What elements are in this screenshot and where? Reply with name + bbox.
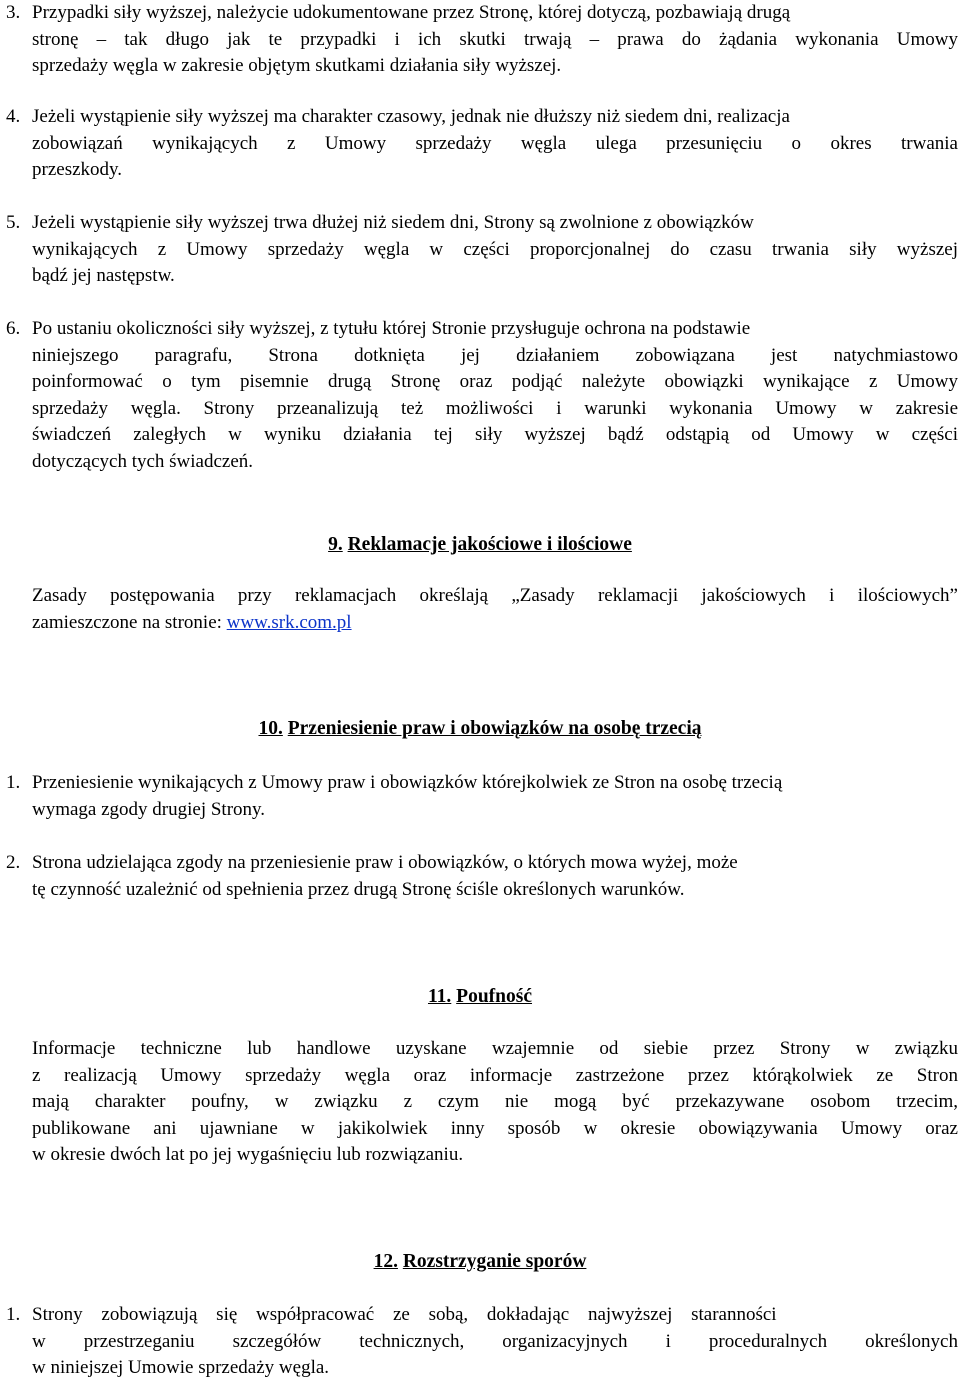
list-item: [6, 1302, 958, 1382]
paragraph-line: z realizacją Umowy sprzedaży węgla oraz informacje zastrzeżone przez którąkolwiek ze Stron: [32, 1064, 958, 1086]
item-text-line: Przypadki siły wyższej, należycie udokumentowane przez Stronę, której dotyczą, pozbawiają drugą: [32, 2, 791, 23]
section-heading: [0, 984, 960, 1010]
item-text-line: w przestrzeganiu szczegółów technicznych, organizacyjnych i proceduralnych określonych: [32, 1330, 958, 1352]
paragraph-line-with-link: [32, 610, 958, 637]
item-text-line: Strona udzielająca zgody na przeniesienie praw i obowiązków, o których mowa wyżej, może: [32, 852, 738, 873]
section-number: 9.: [328, 534, 343, 555]
list-item: [6, 850, 958, 903]
item-text-line: przeszkody.: [32, 159, 123, 180]
item-continuation: [32, 131, 958, 184]
item-text-line: Po ustaniu okoliczności siły wyższej, z tytułu której Stronie przysługuje ochrona na podstawie: [32, 318, 751, 339]
item-text-line: wynikających z Umowy sprzedaży węgla w części proporcjonalnej do czasu trwania siły wyższej: [32, 238, 958, 260]
item-number: 1.: [6, 1304, 21, 1325]
paragraph-line: Informacje techniczne lub handlowe uzyskane wzajemnie od siebie przez Strony w związku: [32, 1038, 958, 1059]
list-item: [6, 104, 958, 184]
website-link[interactable]: www.srk.com.pl: [226, 611, 352, 633]
item-continuation: [32, 27, 958, 80]
section-number: 10.: [258, 718, 283, 739]
paragraph-line: Zasady postępowania przy reklamacjach określają „Zasady reklamacji jakościowych i ilościowych”: [32, 585, 958, 606]
item-text-line: Jeżeli wystąpienie siły wyższej ma charakter czasowy, jednak nie dłuższy niż siedem dni, realizacja: [32, 106, 790, 127]
item-text-line: w niniejszej Umowie sprzedaży węgla.: [32, 1357, 330, 1378]
item-text-line: niniejszego paragrafu, Strona dotknięta jej działaniem zobowiązana jest natychmiastowo: [32, 344, 958, 366]
paragraph-line: mają charakter poufny, w związku z czym nie mogą być przekazywane osobom trzecim,: [32, 1091, 958, 1112]
item-continuation: [32, 237, 958, 290]
item-text-line: bądź jej następstw.: [32, 265, 175, 286]
item-text-line: Strony zobowiązują się współpracować ze sobą, dokładając najwyższej staranności: [32, 1304, 777, 1325]
section-number: 11.: [427, 986, 452, 1007]
item-text-line: Jeżeli wystąpienie siły wyższej trwa dłużej niż siedem dni, Strony są zwolnione z obowiązków: [32, 212, 754, 233]
paragraph-line: zamieszczone na stronie:: [32, 611, 227, 633]
item-text-line: wymaga zgody drugiej Strony.: [32, 798, 266, 820]
item-text-line: świadczeń zaległych w wyniku działania tej siły wyższej bądź odstąpią od Umowy w części: [32, 424, 958, 445]
section-paragraph: [32, 583, 958, 636]
item-text-line: poinformować o tym pisemnie drugą Stronę oraz podjąć należyte obowiązki wynikające z Umowy: [32, 371, 958, 392]
item-continuation: [32, 797, 958, 824]
section-heading: [0, 532, 960, 558]
section-title: Reklamacje jakościowe i ilościowe: [347, 534, 632, 555]
item-number: 6.: [6, 318, 21, 339]
item-text-line: stronę – tak długo jak te przypadki i ich skutki trwają – prawa do żądania wykonania Umowy: [32, 28, 958, 50]
item-text-line: sprzedaży węgla. Strony przeanalizują też możliwości i warunki wykonania Umowy w zakresie: [32, 397, 958, 419]
section-title: Przeniesienie praw i obowiązków na osobę trzecią: [287, 718, 702, 739]
item-number: 1.: [6, 772, 21, 793]
item-text-line: zobowiązań wynikających z Umowy sprzedaży węgla ulega przesunięciu o okres trwania: [32, 132, 958, 154]
section-title: Poufność: [456, 986, 533, 1007]
item-continuation: [32, 1329, 958, 1382]
item-text-line: dotyczących tych świadczeń.: [32, 450, 254, 472]
item-number: 2.: [6, 852, 21, 873]
paragraph-line: publikowane ani ujawniane w jakikolwiek inny sposób w okresie obowiązywania Umowy oraz: [32, 1117, 958, 1139]
item-number: 3.: [6, 2, 21, 23]
item-number: 4.: [6, 106, 21, 127]
section-number: 12.: [373, 1251, 398, 1272]
item-text-line: sprzedaży węgla w zakresie objętym skutkami działania siły wyższej.: [32, 55, 562, 76]
item-number: 5.: [6, 212, 21, 233]
item-text-line: tę czynność uzależnić od spełnienia przez drugą Stronę ściśle określonych warunków.: [32, 878, 685, 900]
list-item: [6, 316, 958, 475]
item-continuation: [32, 877, 958, 904]
section-heading: [0, 1249, 960, 1275]
list-item: [6, 210, 958, 290]
item-continuation: [32, 343, 958, 476]
list-item: [6, 0, 958, 80]
section-title: Rozstrzyganie sporów: [402, 1251, 587, 1272]
section-paragraph: [32, 1036, 958, 1169]
item-text-line: Przeniesienie wynikających z Umowy praw i obowiązków którejkolwiek ze Stron na osobę trzecią: [32, 772, 783, 793]
list-item: [6, 770, 958, 823]
paragraph-line: w okresie dwóch lat po jej wygaśnięciu lub rozwiązaniu.: [32, 1144, 464, 1165]
section-heading: [0, 716, 960, 742]
